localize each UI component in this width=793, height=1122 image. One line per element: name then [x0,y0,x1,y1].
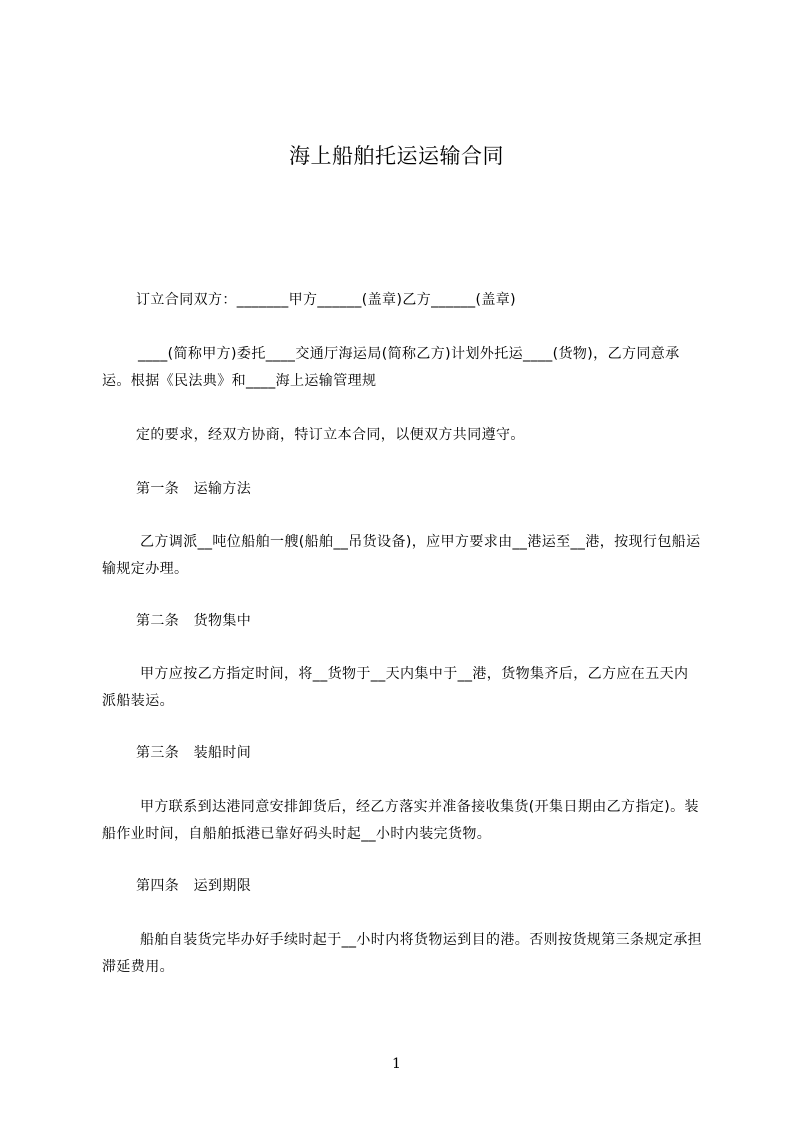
article-2-heading: 第二条 货物集中 [136,613,252,629]
article-4-heading: 第四条 运到期限 [136,878,252,894]
page-number: 1 [392,1056,401,1072]
parties-line: 订立合同双方：_______甲方______(盖章)乙方______(盖章) [136,292,517,308]
article-3-body: 甲方联系到达港同意安排卸货后，经乙方落实并准备接收集货(开集日期由乙方指定)。装船作业时间，自船舶抵港已靠好码头时起__小时内装完货物。 [102,799,699,842]
article-3-heading: 第三条 装船时间 [136,745,252,761]
article-1-heading: 第一条 运输方法 [136,481,252,497]
article-2-body: 甲方应按乙方指定时间，将__货物于__天内集中于__港，货物集齐后，乙方应在五天内派船装运。 [102,666,689,709]
agreement-paragraph: 定的要求，经双方协商，特订立本合同，以便双方共同遵守。 [136,427,525,443]
entrustment-paragraph: ____(简称甲方)委托____交通厅海运局(简称乙方)计划外托运____(货物)，乙方同意承运。根据《民法典》和____海上运输管理规 [102,346,680,389]
article-4-body: 船舶自装货完毕办好手续时起于__小时内将货物运到目的港。否则按货规第三条规定承担滞延费用。 [102,932,702,975]
document-title: 海上船舶托运运输合同 [289,144,504,168]
article-1-body: 乙方调派__吨位船舶一艘(船舶__吊货设备)，应甲方要求由__港运至__港，按现行包船运输规定办理。 [102,534,701,577]
